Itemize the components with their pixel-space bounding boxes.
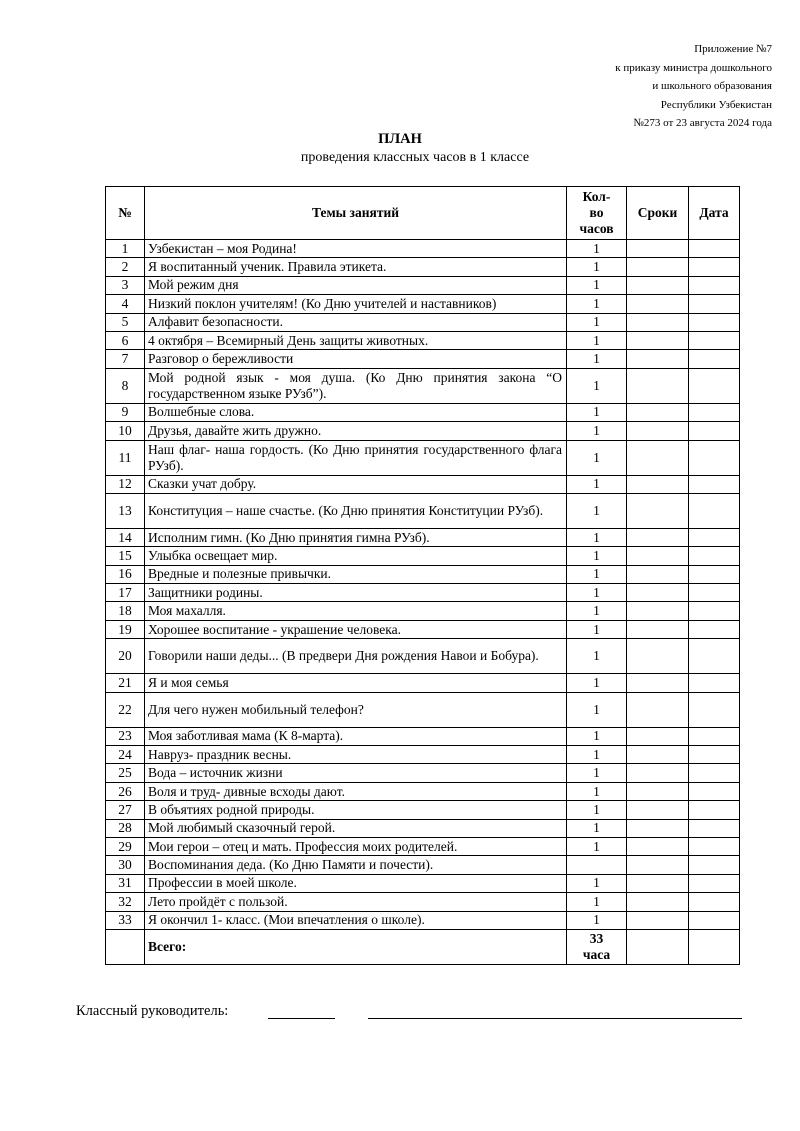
header-hours xyxy=(567,187,627,240)
row-topic: Узбекистан – моя Родина! xyxy=(145,240,567,258)
row-topic: Улыбка освещает мир. xyxy=(145,547,567,565)
appendix-block xyxy=(472,40,772,133)
row-hours: 1 xyxy=(567,602,627,620)
row-dates-cell xyxy=(627,727,689,745)
row-topic: Друзья, давайте жить дружно. xyxy=(145,422,567,440)
row-date-cell xyxy=(689,856,740,874)
header-date: Дата xyxy=(689,187,740,240)
row-dates-cell xyxy=(627,493,689,528)
row-dates-cell xyxy=(627,746,689,764)
row-hours: 1 xyxy=(567,422,627,440)
row-number: 18 xyxy=(106,602,145,620)
row-topic: Мои герои – отец и мать. Профессия моих родителей. xyxy=(145,837,567,855)
row-date-cell xyxy=(689,493,740,528)
row-number: 29 xyxy=(106,837,145,855)
signature-line-long xyxy=(368,1018,742,1019)
row-date-cell xyxy=(689,874,740,892)
row-hours: 1 xyxy=(567,350,627,368)
row-dates-cell xyxy=(627,856,689,874)
table-row xyxy=(106,313,740,331)
row-date-cell xyxy=(689,837,740,855)
row-dates-cell xyxy=(627,368,689,403)
table-row xyxy=(106,727,740,745)
row-hours: 1 xyxy=(567,782,627,800)
row-date-cell xyxy=(689,295,740,313)
row-topic: Алфавит безопасности. xyxy=(145,313,567,331)
table-row xyxy=(106,674,740,692)
row-hours: 1 xyxy=(567,331,627,349)
row-date-cell xyxy=(689,674,740,692)
row-date-cell xyxy=(689,350,740,368)
row-hours: 1 xyxy=(567,584,627,602)
table-row xyxy=(106,782,740,800)
row-hours xyxy=(567,856,627,874)
table-row xyxy=(106,602,740,620)
row-hours: 1 xyxy=(567,440,627,475)
header-hours-line-2: во xyxy=(589,205,604,220)
row-date-cell xyxy=(689,692,740,727)
total-label: Всего: xyxy=(145,929,567,964)
row-number: 6 xyxy=(106,331,145,349)
row-hours: 1 xyxy=(567,403,627,421)
header-hours-line-1: Кол- xyxy=(582,189,611,204)
row-hours: 1 xyxy=(567,746,627,764)
row-number: 16 xyxy=(106,565,145,583)
table-body xyxy=(106,240,740,965)
table-row xyxy=(106,295,740,313)
row-topic: Исполним гимн. (Ко Дню принятия гимна РУзб). xyxy=(145,528,567,546)
row-dates-cell xyxy=(627,620,689,638)
row-dates-cell xyxy=(627,350,689,368)
row-topic: Профессии в моей школе. xyxy=(145,874,567,892)
row-topic: Мой родной язык - моя душа. (Ко Дню принятия закона “О государственном языке РУзб”). xyxy=(145,368,567,403)
row-date-cell xyxy=(689,475,740,493)
row-number: 21 xyxy=(106,674,145,692)
row-date-cell xyxy=(689,403,740,421)
row-dates-cell xyxy=(627,528,689,546)
table-row xyxy=(106,258,740,276)
appendix-line-5: №273 от 23 августа 2024 года xyxy=(633,117,772,129)
row-date-cell xyxy=(689,422,740,440)
row-topic: Волшебные слова. xyxy=(145,403,567,421)
row-hours: 1 xyxy=(567,837,627,855)
row-topic: Навруз- праздник весны. xyxy=(145,746,567,764)
row-hours: 1 xyxy=(567,258,627,276)
row-hours: 1 xyxy=(567,911,627,929)
row-number: 24 xyxy=(106,746,145,764)
row-dates-cell xyxy=(627,331,689,349)
row-number: 25 xyxy=(106,764,145,782)
lessons-table xyxy=(105,186,740,965)
document-subtitle: проведения классных часов в 1 классе xyxy=(300,150,530,165)
row-number: 22 xyxy=(106,692,145,727)
row-topic: Сказки учат добру. xyxy=(145,475,567,493)
total-date-cell xyxy=(689,929,740,964)
row-date-cell xyxy=(689,764,740,782)
table-row xyxy=(106,565,740,583)
table-row xyxy=(106,837,740,855)
row-topic: Лето пройдёт с пользой. xyxy=(145,893,567,911)
table-header-row xyxy=(106,187,740,240)
row-hours: 1 xyxy=(567,493,627,528)
document-title: ПЛАН xyxy=(378,131,422,147)
row-number: 28 xyxy=(106,819,145,837)
row-topic: Мой режим дня xyxy=(145,276,567,294)
header-topic: Темы занятий xyxy=(145,187,567,240)
table-row xyxy=(106,475,740,493)
row-date-cell xyxy=(689,368,740,403)
row-number: 30 xyxy=(106,856,145,874)
table-row xyxy=(106,584,740,602)
row-dates-cell xyxy=(627,782,689,800)
table-row xyxy=(106,911,740,929)
table-row xyxy=(106,493,740,528)
table-row xyxy=(106,240,740,258)
table-row xyxy=(106,547,740,565)
row-number: 2 xyxy=(106,258,145,276)
row-number: 19 xyxy=(106,620,145,638)
row-dates-cell xyxy=(627,565,689,583)
header-dates: Сроки xyxy=(627,187,689,240)
row-topic: Вода – источник жизни xyxy=(145,764,567,782)
row-topic: Я окончил 1- класс. (Мои впечатления о школе). xyxy=(145,911,567,929)
row-topic: Моя махалля. xyxy=(145,602,567,620)
row-topic: Разговор о бережливости xyxy=(145,350,567,368)
table-row xyxy=(106,639,740,674)
row-dates-cell xyxy=(627,837,689,855)
row-topic: Я воспитанный ученик. Правила этикета. xyxy=(145,258,567,276)
row-hours: 1 xyxy=(567,674,627,692)
row-dates-cell xyxy=(627,893,689,911)
row-topic: Наш флаг- наша гордость. (Ко Дню принятия государственного флага РУзб). xyxy=(145,440,567,475)
row-dates-cell xyxy=(627,602,689,620)
table-row xyxy=(106,440,740,475)
row-number: 1 xyxy=(106,240,145,258)
row-topic: Хорошее воспитание - украшение человека. xyxy=(145,620,567,638)
row-date-cell xyxy=(689,528,740,546)
row-hours: 1 xyxy=(567,295,627,313)
row-number: 27 xyxy=(106,801,145,819)
row-dates-cell xyxy=(627,258,689,276)
row-hours: 1 xyxy=(567,727,627,745)
total-number-cell xyxy=(106,929,145,964)
row-hours: 1 xyxy=(567,893,627,911)
row-topic: Вредные и полезные привычки. xyxy=(145,565,567,583)
table-row xyxy=(106,368,740,403)
row-dates-cell xyxy=(627,440,689,475)
row-topic: Я и моя семья xyxy=(145,674,567,692)
table-row xyxy=(106,422,740,440)
row-dates-cell xyxy=(627,313,689,331)
table-row xyxy=(106,874,740,892)
row-number: 7 xyxy=(106,350,145,368)
row-hours: 1 xyxy=(567,565,627,583)
header-hours-line-3: часов xyxy=(579,221,614,236)
row-dates-cell xyxy=(627,874,689,892)
table-row xyxy=(106,403,740,421)
row-number: 32 xyxy=(106,893,145,911)
row-date-cell xyxy=(689,782,740,800)
row-hours: 1 xyxy=(567,475,627,493)
row-topic: 4 октября – Всемирный День защиты животных. xyxy=(145,331,567,349)
row-dates-cell xyxy=(627,639,689,674)
table-row xyxy=(106,276,740,294)
row-hours: 1 xyxy=(567,368,627,403)
row-hours: 1 xyxy=(567,819,627,837)
row-topic: Мой любимый сказочный герой. xyxy=(145,819,567,837)
appendix-line-3: и школьного образования xyxy=(652,80,772,92)
row-dates-cell xyxy=(627,403,689,421)
total-hours xyxy=(567,929,627,964)
row-topic: Говорили наши деды... (В предвери Дня рождения Навои и Бобура). xyxy=(145,639,567,674)
row-date-cell xyxy=(689,602,740,620)
signature-line-short xyxy=(268,1018,335,1019)
row-dates-cell xyxy=(627,692,689,727)
row-hours: 1 xyxy=(567,764,627,782)
row-date-cell xyxy=(689,584,740,602)
row-number: 14 xyxy=(106,528,145,546)
row-date-cell xyxy=(689,727,740,745)
row-number: 8 xyxy=(106,368,145,403)
row-dates-cell xyxy=(627,819,689,837)
table-row xyxy=(106,819,740,837)
table-row xyxy=(106,620,740,638)
row-dates-cell xyxy=(627,584,689,602)
row-hours: 1 xyxy=(567,620,627,638)
appendix-line-4: Республики Узбекистан xyxy=(660,98,772,111)
row-number: 9 xyxy=(106,403,145,421)
row-dates-cell xyxy=(627,801,689,819)
table-row xyxy=(106,764,740,782)
table-row xyxy=(106,801,740,819)
row-number: 5 xyxy=(106,313,145,331)
row-number: 26 xyxy=(106,782,145,800)
row-topic: Моя заботливая мама (К 8-марта). xyxy=(145,727,567,745)
row-number: 20 xyxy=(106,639,145,674)
row-number: 11 xyxy=(106,440,145,475)
table-row xyxy=(106,528,740,546)
row-hours: 1 xyxy=(567,639,627,674)
row-topic: Для чего нужен мобильный телефон? xyxy=(145,692,567,727)
row-hours: 1 xyxy=(567,528,627,546)
table-row xyxy=(106,893,740,911)
row-dates-cell xyxy=(627,475,689,493)
row-hours: 1 xyxy=(567,801,627,819)
row-topic: В объятиях родной природы. xyxy=(145,801,567,819)
row-number: 10 xyxy=(106,422,145,440)
row-date-cell xyxy=(689,893,740,911)
row-hours: 1 xyxy=(567,874,627,892)
row-date-cell xyxy=(689,240,740,258)
row-dates-cell xyxy=(627,911,689,929)
row-topic: Защитники родины. xyxy=(145,584,567,602)
total-dates-cell xyxy=(627,929,689,964)
row-hours: 1 xyxy=(567,692,627,727)
class-teacher-label: Классный руководитель: xyxy=(76,1003,229,1019)
total-hours-unit: часа xyxy=(582,946,611,962)
row-date-cell xyxy=(689,313,740,331)
row-date-cell xyxy=(689,565,740,583)
table-row xyxy=(106,350,740,368)
row-number: 3 xyxy=(106,276,145,294)
table-row xyxy=(106,746,740,764)
row-dates-cell xyxy=(627,295,689,313)
row-date-cell xyxy=(689,331,740,349)
row-number: 15 xyxy=(106,547,145,565)
row-date-cell xyxy=(689,801,740,819)
row-dates-cell xyxy=(627,674,689,692)
row-hours: 1 xyxy=(567,240,627,258)
row-date-cell xyxy=(689,258,740,276)
row-date-cell xyxy=(689,440,740,475)
row-topic: Конституция – наше счастье. (Ко Дню принятия Конституции РУзб). xyxy=(145,493,567,528)
row-date-cell xyxy=(689,911,740,929)
row-date-cell xyxy=(689,746,740,764)
table-row xyxy=(106,692,740,727)
row-hours: 1 xyxy=(567,313,627,331)
row-hours: 1 xyxy=(567,547,627,565)
total-hours-value: 33 xyxy=(589,930,604,946)
row-dates-cell xyxy=(627,422,689,440)
table-row xyxy=(106,856,740,874)
row-number: 13 xyxy=(106,493,145,528)
row-dates-cell xyxy=(627,240,689,258)
row-number: 31 xyxy=(106,874,145,892)
row-date-cell xyxy=(689,276,740,294)
row-number: 4 xyxy=(106,295,145,313)
row-topic: Воля и труд- дивные всходы дают. xyxy=(145,782,567,800)
row-number: 33 xyxy=(106,911,145,929)
row-date-cell xyxy=(689,639,740,674)
appendix-line-1: Приложение №7 xyxy=(694,43,772,55)
row-dates-cell xyxy=(627,547,689,565)
header-number: № xyxy=(106,187,145,240)
appendix-line-2: к приказу министра дошкольного xyxy=(615,61,772,74)
row-topic: Воспоминания деда. (Ко Дню Памяти и почести). xyxy=(145,856,567,874)
row-date-cell xyxy=(689,620,740,638)
row-topic: Низкий поклон учителям! (Ко Дню учителей и наставников) xyxy=(145,295,567,313)
total-row xyxy=(106,929,740,964)
row-date-cell xyxy=(689,819,740,837)
table-row xyxy=(106,331,740,349)
row-hours: 1 xyxy=(567,276,627,294)
row-number: 23 xyxy=(106,727,145,745)
row-dates-cell xyxy=(627,764,689,782)
row-date-cell xyxy=(689,547,740,565)
row-dates-cell xyxy=(627,276,689,294)
row-number: 12 xyxy=(106,475,145,493)
row-number: 17 xyxy=(106,584,145,602)
